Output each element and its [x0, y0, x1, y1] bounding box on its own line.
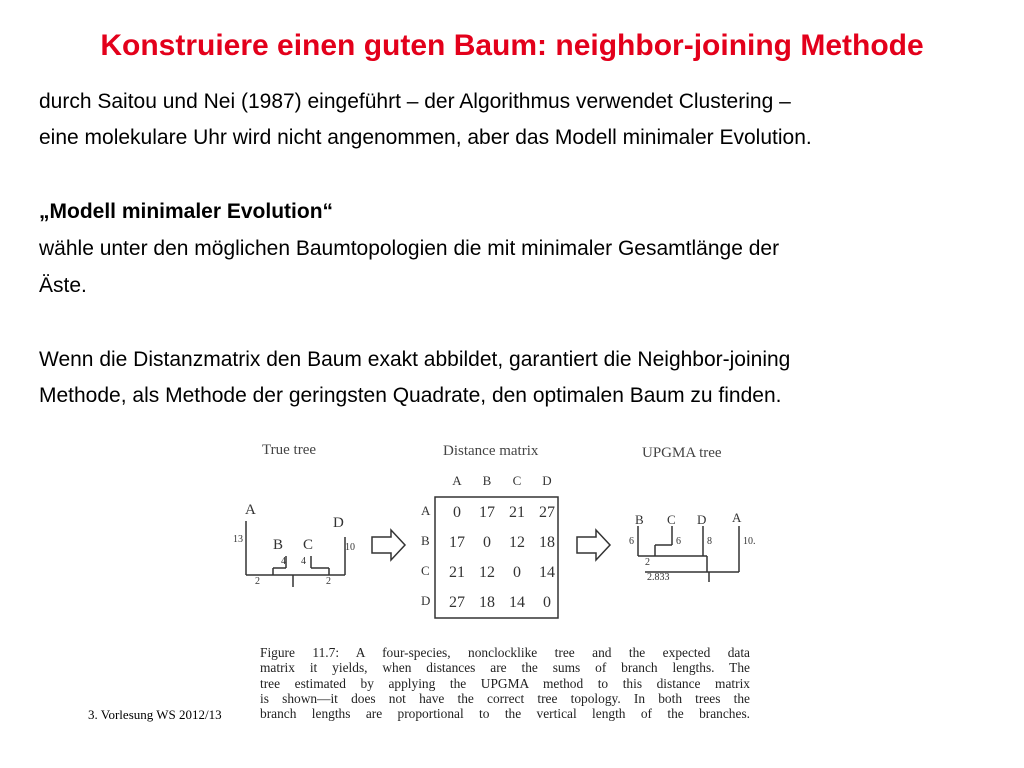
model-heading: „Modell minimaler Evolution“ [39, 200, 334, 223]
matrix-cell: 0 [543, 594, 551, 611]
arrow-icon [372, 530, 405, 560]
matrix-cells [421, 503, 555, 611]
matrix-cell: 18 [479, 594, 495, 611]
conclusion-line-1: Wenn die Distanzmatrix den Baum exakt abbildet, garantiert die Neighbor-joining [39, 348, 791, 371]
matrix-cell: 12 [479, 564, 495, 581]
footer: 3. Vorlesung WS 2012/13 [88, 707, 222, 722]
intro-line-2: eine molekulare Uhr wird nicht angenommen, aber das Modell minimaler Evolution. [39, 126, 812, 149]
arrow-icon [577, 530, 610, 560]
true-tree-length-right-internal: 2 [326, 576, 331, 587]
matrix-column-header: D [542, 473, 552, 488]
intro-line-1: durch Saitou und Nei (1987) eingeführt – der Algorithmus verwendet Clustering – [39, 90, 791, 113]
matrix-cell: 0 [483, 534, 491, 551]
model-line-1: wähle unter den möglichen Baumtopologien die mit minimaler Gesamtlänge der [39, 237, 780, 260]
true-tree-length-b: 4 [281, 556, 286, 567]
upgma-label-a: A [732, 510, 742, 525]
matrix-cell: 21 [449, 564, 465, 581]
matrix-row-header: C [421, 563, 430, 578]
caption-line: branch lengths are proportional to the vertical length of the branches. [260, 706, 750, 722]
upgma-length-a: 10. [743, 536, 756, 547]
true-tree-length-a: 13 [233, 534, 243, 545]
matrix-column-header: A [452, 473, 462, 488]
upgma-length-root: 2.833 [647, 572, 670, 583]
matrix-cell: 17 [479, 504, 495, 521]
true-tree-label-d: D [333, 515, 344, 531]
matrix-cell: 12 [509, 534, 525, 551]
caption-line: matrix it yields, when distances are the sums of branch lengths. The [260, 660, 750, 676]
upgma-length-c: 6 [676, 536, 681, 547]
matrix-headers [452, 473, 551, 488]
true-tree-length-d: 10 [345, 542, 355, 553]
matrix-row-header: B [421, 533, 430, 548]
figure-caption [260, 645, 750, 721]
true-tree-label-b: B [273, 537, 284, 553]
upgma-length-bc-internal: 2 [645, 557, 650, 568]
upgma-length-b: 6 [629, 536, 634, 547]
slide-title: Konstruiere einen guten Baum: neighbor-joining Methode [100, 29, 924, 62]
upgma-label-c: C [667, 512, 676, 527]
matrix-column-header: B [482, 473, 492, 488]
upgma-title: UPGMA tree [642, 445, 722, 461]
true-tree-length-c: 4 [301, 556, 306, 567]
true-tree-label-a: A [245, 502, 256, 518]
matrix-cell: 14 [509, 594, 525, 611]
matrix-title: Distance matrix [443, 443, 539, 459]
matrix-cell: 21 [509, 504, 525, 521]
matrix-column-header: C [512, 473, 522, 488]
caption-line: is shown—it does not have the correct tree topology. In both trees the [260, 690, 750, 706]
matrix-cell: 27 [539, 504, 555, 521]
true-tree-label-c: C [303, 537, 314, 553]
true-tree-length-left-internal: 2 [255, 576, 260, 587]
figure-diagram [225, 432, 765, 642]
matrix-cell: 18 [539, 534, 555, 551]
matrix-cell: 17 [449, 534, 465, 551]
upgma-label-b: B [635, 512, 644, 527]
matrix-cell: 0 [513, 564, 521, 581]
model-line-2: Äste. [39, 274, 87, 297]
conclusion-line-2: Methode, als Methode der geringsten Quadrate, den optimalen Baum zu finden. [39, 384, 782, 407]
caption-line: Figure 11.7: A four-species, nonclocklike tree and the expected data [260, 645, 750, 660]
matrix-cell: 0 [453, 504, 461, 521]
upgma-length-d: 8 [707, 536, 712, 547]
caption-line: tree estimated by applying the UPGMA method to this distance matrix [260, 675, 750, 691]
matrix-cell: 27 [449, 594, 465, 611]
matrix-row-header: D [421, 593, 431, 608]
matrix-cell: 14 [539, 564, 555, 581]
figure-11-7 [225, 432, 765, 747]
upgma-label-d: D [697, 512, 707, 527]
true-tree-title: True tree [262, 442, 317, 458]
matrix-row-header: A [421, 503, 431, 518]
